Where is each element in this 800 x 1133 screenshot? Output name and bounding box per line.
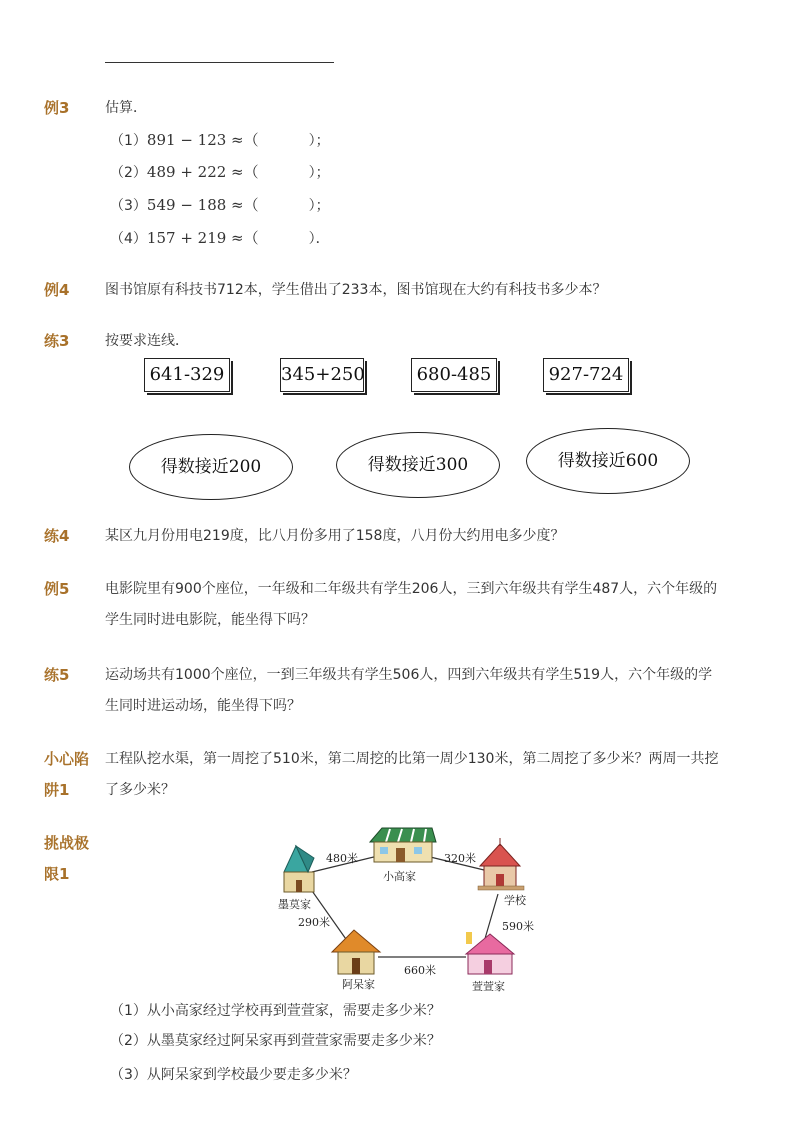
practice-5-text: 运动场共有1000个座位，一到三年级共有学生506人，四到六年级共有学生519人，六个年级的学生同时进运动场，能坐得下吗？: [105, 667, 713, 714]
tag-line: 小心陷: [44, 750, 90, 768]
expression-box-4[interactable]: 927-724: [543, 358, 629, 392]
xiaogao-house-icon: [370, 828, 436, 862]
example-4-tag: 例4: [44, 281, 70, 299]
estimate-item-4: [110, 228, 330, 249]
item-number: （3）: [110, 198, 147, 214]
estimate-item-2: [110, 162, 330, 183]
trap-1-tag: [44, 744, 89, 806]
item-tail: ）；: [308, 198, 330, 214]
expression-box-3[interactable]: 680-485: [411, 358, 497, 392]
example-4-text: 图书馆原有科技书712本，学生借出了233本，图书馆现在大约有科技书多少本？: [105, 282, 607, 298]
ellipse-label: 得数接近200: [160, 457, 262, 477]
item-expression: 549 − 188 ≈（: [146, 196, 259, 214]
moshu-house-icon: [284, 846, 314, 892]
example-5-text: 电影院里有900个座位，一年级和二年级共有学生206人，三到六年级共有学生487人，六个年级的学生同时进电影院，能坐得下吗？: [105, 581, 718, 628]
place-label: 小高家: [383, 870, 416, 883]
place-label: 萱萱家: [472, 980, 505, 993]
item-number: （1）: [110, 133, 147, 149]
route-map: [270, 822, 560, 994]
ellipse-label: 得数接近600: [557, 451, 659, 471]
practice-4-text: 某区九月份用电219度，比八月份多用了158度，八月份大约用电多少度？: [105, 528, 565, 544]
item-tail: ）；: [308, 165, 330, 181]
item-tail: ）．: [308, 231, 330, 247]
distance-label: 290米: [298, 916, 330, 929]
place-label: 学校: [504, 894, 526, 907]
example-3-title: 估算．: [105, 100, 147, 116]
estimate-item-3: [110, 195, 330, 216]
adai-house-icon: [332, 930, 380, 974]
challenge-1-tag: [44, 828, 89, 890]
item-tail: ）；: [308, 133, 330, 149]
item-number: （2）: [110, 165, 147, 181]
example-3-tag: 例3: [44, 99, 70, 117]
target-ellipse-600[interactable]: [526, 428, 690, 494]
example-5-tag: 例5: [44, 580, 70, 598]
target-ellipse-200[interactable]: [129, 434, 293, 500]
distance-label: 660米: [404, 964, 436, 977]
distance-label: 320米: [444, 852, 476, 865]
target-ellipse-300[interactable]: [336, 432, 500, 498]
distance-label: 590米: [502, 920, 534, 933]
place-label: 阿呆家: [342, 978, 375, 991]
answer-line: [105, 62, 334, 63]
practice-5-tag: 练5: [44, 666, 70, 684]
estimate-item-1: [110, 130, 330, 151]
item-expression: 157 + 219 ≈（: [146, 229, 259, 247]
school-building-icon: [478, 838, 524, 890]
expression-box-1[interactable]: 641-329: [144, 358, 230, 392]
challenge-question-1: （1）从小高家经过学校再到萱萱家，需要走多少米？: [110, 1003, 441, 1019]
expression-box-2[interactable]: 345+250: [280, 358, 364, 392]
xuanxuan-house-icon: [466, 932, 514, 974]
trap-1-text: 工程队挖水渠，第一周挖了510米，第二周挖的比第一周少130米，第二周挖了多少米？两周一共挖了多少米？: [105, 751, 719, 798]
tag-line: 限1: [44, 865, 70, 883]
practice-3-tag: 练3: [44, 332, 70, 350]
challenge-question-3: （3）从阿呆家到学校最少要走多少米？: [110, 1067, 357, 1083]
practice-3-title: 按要求连线．: [105, 333, 189, 349]
item-number: （4）: [110, 231, 147, 247]
distance-label: 480米: [326, 852, 358, 865]
challenge-question-2: （2）从墨莫家经过阿呆家再到萱萱家需要走多少米？: [110, 1033, 441, 1049]
place-label: 墨莫家: [278, 898, 311, 911]
item-expression: 489 + 222 ≈（: [146, 163, 259, 181]
tag-line: 挑战极: [44, 834, 90, 852]
practice-4-tag: 练4: [44, 527, 70, 545]
item-expression: 891 − 123 ≈（: [146, 131, 259, 149]
tag-line: 阱1: [44, 781, 70, 799]
ellipse-label: 得数接近300: [367, 455, 469, 475]
